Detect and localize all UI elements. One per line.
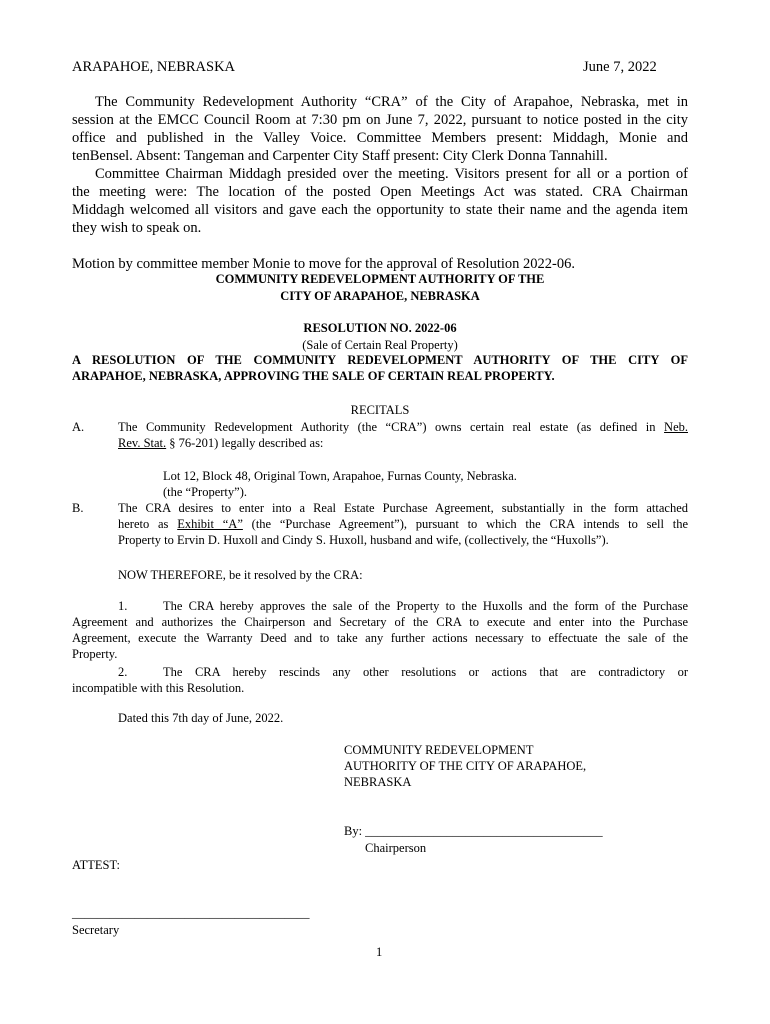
header-city: ARAPAHOE, NEBRASKA (72, 59, 236, 75)
chairperson-signature-line: By: ______________________________________ (344, 824, 603, 838)
neb-statute-link: Neb. (664, 420, 688, 434)
recital-b-label: B. (72, 501, 84, 515)
recital-b-line2-pre: hereto as (118, 517, 178, 531)
signature-org-line3: NEBRASKA (344, 775, 412, 789)
legal-description-property: (the “Property”). (163, 485, 247, 499)
minutes-p2-line3: Middagh welcomed all visitors and gave each the opportunity to state their name and the agenda item (72, 202, 688, 218)
signature-org-line1: COMMUNITY REDEVELOPMENT (344, 743, 534, 757)
item-1-line4: Property. (72, 647, 118, 661)
resolution-heading-1: COMMUNITY REDEVELOPMENT AUTHORITY OF THE (215, 272, 545, 286)
recital-a-line1 (118, 419, 688, 436)
item-1-line3: Agreement, execute the Warranty Deed and to take any further actions necessary to effectuate the sale of the (72, 631, 688, 645)
recital-a-line1-text: The Community Redevelopment Authority (the “CRA”) owns certain real estate (as defined in (118, 420, 656, 434)
recital-a-label: A. (72, 420, 85, 434)
minutes-p1-line3: office and published in the Valley Voice. Committee Members present: Middagh, Monie and (72, 130, 688, 146)
recital-b-line2 (118, 516, 688, 533)
recital-b-line1: The CRA desires to enter into a Real Estate Purchase Agreement, substantially in the form attached (118, 501, 688, 515)
signature-org-line2: AUTHORITY OF THE CITY OF ARAPAHOE, (344, 759, 587, 773)
item-1-line2: Agreement and authorizes the Chairperson and Secretary of the CRA to execute and enter into the Purchase (72, 615, 688, 629)
minutes-p2-line2: the meeting were: The location of the posted Open Meetings Act was stated. CRA Chairman (72, 184, 688, 200)
recital-b-line2-post: (the “Purchase Agreement”), pursuant to which the CRA intends to sell the (251, 517, 688, 531)
recital-a-line2-text: § 76-201) legally described as: (166, 436, 324, 450)
attest-label: ATTEST: (72, 858, 120, 872)
minutes-p1-line2: session at the EMCC Council Room at 7:30 pm on June 7, 2022, pursuant to notice posted in the city (72, 112, 688, 128)
resolution-heading-2: CITY OF ARAPAHOE, NEBRASKA (280, 289, 480, 303)
item-1-line1: The CRA hereby approves the sale of the Property to the Huxolls and the form of the Purchase (163, 599, 688, 613)
item-2-line2: incompatible with this Resolution. (72, 681, 245, 695)
chairperson-label: Chairperson (365, 841, 427, 855)
recitals-heading: RECITALS (350, 403, 410, 417)
secretary-signature-line: ______________________________________ (72, 906, 310, 920)
item-1-number: 1. (118, 599, 128, 613)
now-therefore: NOW THEREFORE, be it resolved by the CRA: (118, 568, 363, 582)
minutes-p1-line1: The Community Redevelopment Authority “CRA” of the City of Arapahoe, Nebraska, met in (95, 94, 688, 110)
minutes-p2-line1: Committee Chairman Middagh presided over the meeting. Visitors present for all or a portion of (95, 166, 688, 182)
page-number: 1 (376, 945, 383, 959)
recital-b-line3: Property to Ervin D. Huxoll and Cindy S. Huxoll, husband and wife, (collectively, the “Huxolls”). (118, 533, 609, 547)
item-2-number: 2. (118, 665, 128, 679)
resolution-title-line2: ARAPAHOE, NEBRASKA, APPROVING THE SALE OF CERTAIN REAL PROPERTY. (72, 369, 555, 383)
minutes-p2-line4: they wish to speak on. (72, 220, 202, 236)
exhibit-a-link: Exhibit “A” (177, 517, 243, 531)
resolution-subtitle: (Sale of Certain Real Property) (302, 338, 458, 352)
legal-description: Lot 12, Block 48, Original Town, Arapahoe, Furnas County, Nebraska. (163, 469, 517, 483)
dated-line: Dated this 7th day of June, 2022. (118, 711, 284, 725)
resolution-number: RESOLUTION NO. 2022-06 (303, 321, 457, 335)
header-date: June 7, 2022 (583, 59, 657, 75)
motion-text: Motion by committee member Monie to move for the approval of Resolution 2022-06. (72, 256, 575, 272)
rev-stat-link: Rev. Stat. (118, 436, 167, 450)
recital-a-line2 (118, 435, 323, 452)
minutes-p1-line4: tenBensel. Absent: Tangeman and Carpenter City Staff present: City Clerk Donna Tannahill. (72, 148, 608, 164)
secretary-label: Secretary (72, 923, 120, 937)
resolution-title-line1: A RESOLUTION OF THE COMMUNITY REDEVELOPMENT AUTHORITY OF THE CITY OF (72, 353, 688, 367)
item-2-line1: The CRA hereby rescinds any other resolutions or actions that are contradictory or (163, 665, 688, 679)
